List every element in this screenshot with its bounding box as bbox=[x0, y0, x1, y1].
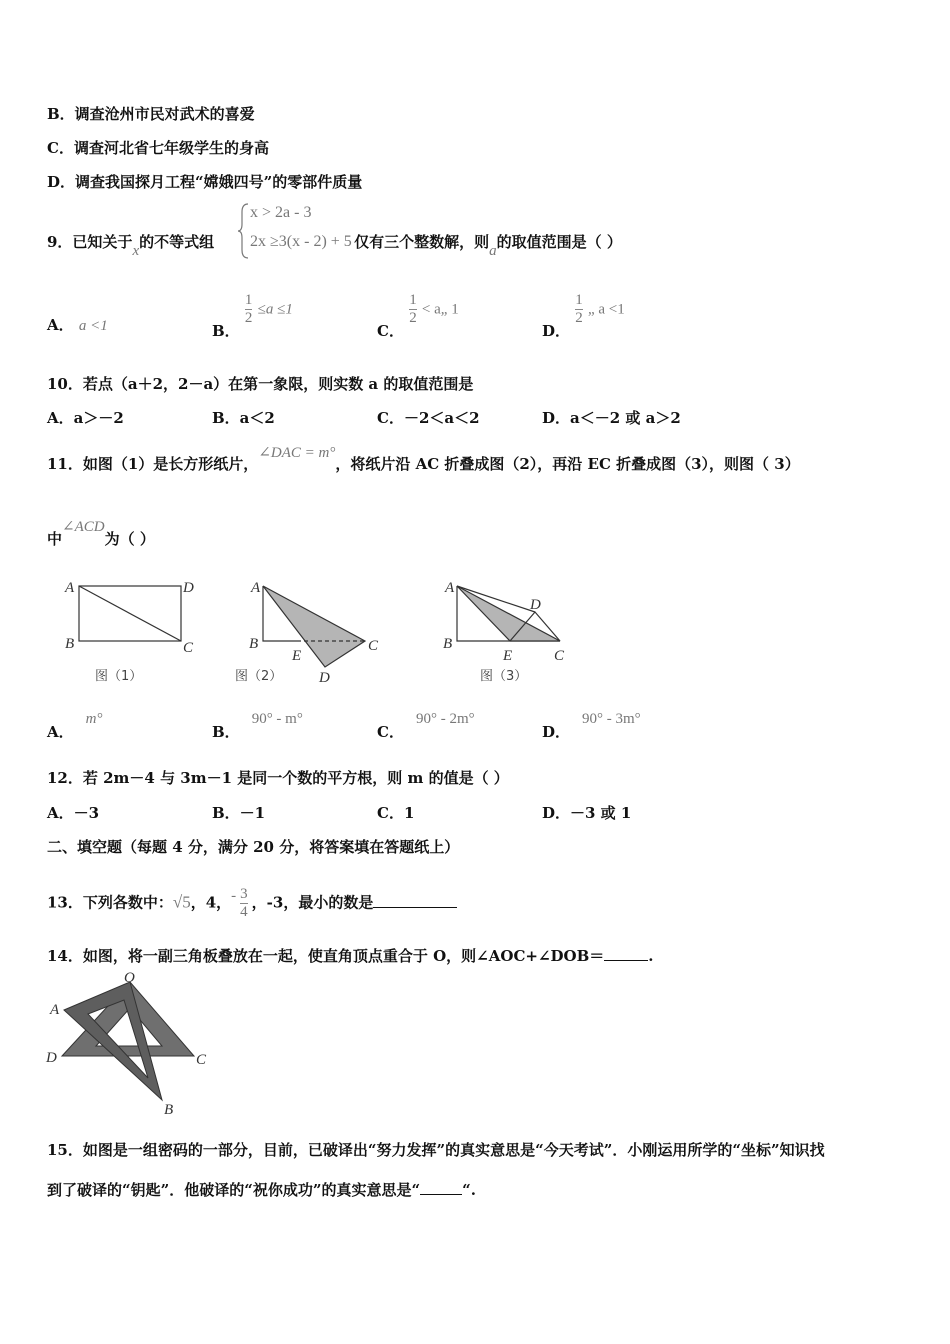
q10-option-d: D．a＜－2 或 a＞2 bbox=[542, 409, 681, 427]
q9-option-a: A． a <1 bbox=[47, 316, 108, 334]
q9-inequality-1: x > 2a - 3 bbox=[250, 204, 312, 221]
svg-text:D: D bbox=[530, 597, 541, 613]
svg-text:B: B bbox=[65, 636, 75, 652]
q11-angle-dac: ∠DAC = m° bbox=[258, 445, 336, 461]
q12-option-c: C．1 bbox=[377, 804, 415, 822]
q15-stem-line2: 到了破译的“钥匙”．他破译的“祝你成功”的真实意思是“ “. bbox=[47, 1181, 477, 1199]
svg-text:D: D bbox=[183, 580, 194, 596]
q12-option-b: B．－1 bbox=[212, 804, 266, 822]
svg-text:O: O bbox=[124, 970, 135, 986]
q11-option-b: B．90° - m° bbox=[212, 711, 303, 741]
svg-text:E: E bbox=[292, 648, 302, 664]
q9-inequality-2: 2x ≥3(x - 2) + 5 bbox=[250, 233, 352, 250]
q11-stem: 11．如图（1）是长方形纸片，∠DAC = m°，将纸片沿 AC 折叠成图（2），再沿 EC 折叠成图（3），则图（ 3） bbox=[47, 445, 800, 473]
q15-answer-blank[interactable] bbox=[420, 1194, 462, 1195]
q11-option-d: D．90° - 3m° bbox=[542, 711, 641, 741]
q10-option-b: B．a＜2 bbox=[212, 409, 275, 427]
q12-option-d: D．－3 或 1 bbox=[542, 804, 632, 822]
svg-text:B: B bbox=[249, 636, 259, 652]
svg-text:D: D bbox=[319, 670, 330, 686]
q11-fig3-caption: 图（3） bbox=[480, 669, 528, 684]
q11-option-c: C．90° - 2m° bbox=[377, 711, 475, 741]
section-2-title: 二、填空题（每题 4 分，满分 20 分，将答案填在答题纸上） bbox=[47, 838, 460, 856]
svg-text:B: B bbox=[443, 636, 453, 652]
q9-option-c: C． $\frac{1}{2}$ < a„ 1 bbox=[377, 292, 459, 340]
svg-text:C: C bbox=[196, 1052, 207, 1068]
q14-stem: 14．如图，将一副三角板叠放在一起，使直角顶点重合于 O，则∠AOC+∠DOB＝ . bbox=[47, 947, 654, 965]
svg-text:B: B bbox=[164, 1102, 174, 1118]
svg-text:D: D bbox=[46, 1050, 57, 1066]
q13-fraction: $\frac{3}{4}$ bbox=[240, 886, 248, 920]
q11-figure-2 bbox=[235, 580, 379, 686]
q11-fig2-caption: 图（2） bbox=[235, 669, 283, 684]
q10-option-a: A．a＞－2 bbox=[47, 409, 124, 427]
q14-figure-triangles bbox=[44, 970, 219, 1118]
svg-text:A: A bbox=[65, 580, 75, 596]
svg-text:A: A bbox=[445, 580, 455, 596]
q10-stem: 10．若点（a＋2，2－a）在第一象限，则实数 a 的取值范围是 bbox=[47, 375, 474, 393]
q13-stem: 13．下列各数中：√5，4，- $\frac{3}{4}$ ，-3，最小的数是 bbox=[47, 886, 457, 921]
q9-system-brace bbox=[238, 202, 250, 260]
q10-option-c: C．－2＜a＜2 bbox=[377, 409, 480, 427]
svg-text:C: C bbox=[554, 648, 565, 664]
q9-var-x: x bbox=[132, 243, 140, 259]
q13-answer-blank[interactable] bbox=[373, 907, 457, 908]
q8-option-b: B．调查沧州市民对武术的喜爱 bbox=[47, 105, 255, 123]
q15-stem-line1: 15．如图是一组密码的一部分，目前，已破译出“努力发挥”的真实意思是“今天考试”．小刚运用所学的“坐标”知识找 bbox=[47, 1141, 825, 1159]
q13-sqrt5: √5 bbox=[172, 892, 191, 912]
q11-fig1-caption: 图（1） bbox=[95, 669, 143, 684]
q11-option-a: A．m° bbox=[47, 711, 103, 741]
q8-option-c: C．调查河北省七年级学生的身高 bbox=[47, 139, 269, 157]
svg-text:C: C bbox=[368, 638, 379, 654]
q11-figure-1 bbox=[64, 580, 194, 684]
q11-angle-acd: ∠ACD bbox=[62, 519, 105, 535]
q11-figures bbox=[55, 572, 645, 692]
svg-text:A: A bbox=[251, 580, 261, 596]
q9-option-d: D． $\frac{1}{2}$ „ a <1 bbox=[542, 292, 625, 340]
svg-text:C: C bbox=[183, 640, 194, 656]
svg-text:E: E bbox=[503, 648, 513, 664]
svg-text:A: A bbox=[50, 1002, 60, 1018]
q11-stem-line2: 中∠ACD为（ ） bbox=[47, 519, 155, 548]
q11-figure-3 bbox=[443, 580, 565, 684]
q9-stem: 9．已知关于x的不等式组 仅有三个整数解，则a的取值范围是（ ） bbox=[47, 233, 622, 259]
q12-stem: 12．若 2m－4 与 3m－1 是同一个数的平方根，则 m 的值是（ ） bbox=[47, 769, 509, 787]
q14-answer-blank[interactable] bbox=[604, 960, 648, 961]
q8-option-d: D．调查我国探月工程“嫦娥四号”的零部件质量 bbox=[47, 173, 363, 191]
q12-option-a: A．－3 bbox=[47, 804, 100, 822]
q9-option-b: B． $\frac{1}{2}$ ≤a ≤1 bbox=[212, 292, 293, 340]
q9-var-a: a bbox=[489, 243, 497, 259]
